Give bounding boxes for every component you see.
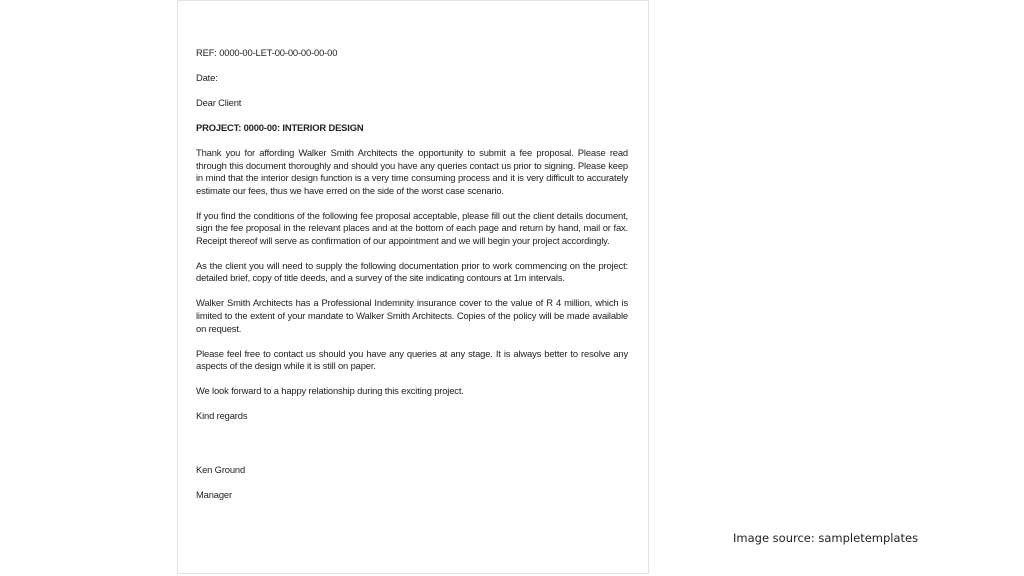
paragraph-insurance: Walker Smith Architects has a Professional Indemnity insurance cover to the value of R 4 million, which is limited to the extent of your mandate to Walker Smith Architects. Copies of the policy will be made available on request. bbox=[196, 297, 628, 334]
paragraph-conditions: If you find the conditions of the following fee proposal acceptable, please fill out the client details document, sign the fee proposal in the relevant places and at the bottom of each page and return by hand, mail or fax. Receipt thereof will serve as confirmation of our appointment and we will begin your project accordingly. bbox=[196, 209, 628, 246]
signer-name: Ken Ground bbox=[196, 464, 246, 476]
letter-page bbox=[177, 0, 649, 574]
closing-line: Kind regards bbox=[196, 410, 248, 422]
date-line: Date: bbox=[196, 71, 218, 83]
letter-body bbox=[196, 47, 628, 514]
paragraph-intro: Thank you for affording Walker Smith Architects the opportunity to submit a fee proposal. Please read through this document thoroughly and should you have any queries contact us prior to signing. Please keep in mind that the interior design function is a very time consuming process and it is very difficult to accurately estimate our fees, thus we have erred on the side of the worst case scenario. bbox=[196, 146, 628, 196]
image-source-caption: Image source: sampletemplates bbox=[733, 531, 919, 545]
salutation: Dear Client bbox=[196, 96, 242, 108]
signer-title: Manager bbox=[196, 489, 232, 501]
paragraph-contact: Please feel free to contact us should you have any queries at any stage. It is always better to resolve any aspects of the design while it is still on paper. bbox=[196, 347, 628, 372]
signature-space bbox=[196, 435, 628, 464]
reference-line: REF: 0000-00-LET-00-00-00-00-00 bbox=[196, 47, 338, 58]
paragraph-documentation: As the client you will need to supply the following documentation prior to work commencing on the project: detailed brief, copy of title deeds, and a survey of the site indicating contours at 1m intervals. bbox=[196, 259, 628, 284]
paragraph-closing-remark: We look forward to a happy relationship during this exciting project. bbox=[196, 385, 464, 397]
subject-line: PROJECT: 0000-00: INTERIOR DESIGN bbox=[196, 121, 364, 133]
